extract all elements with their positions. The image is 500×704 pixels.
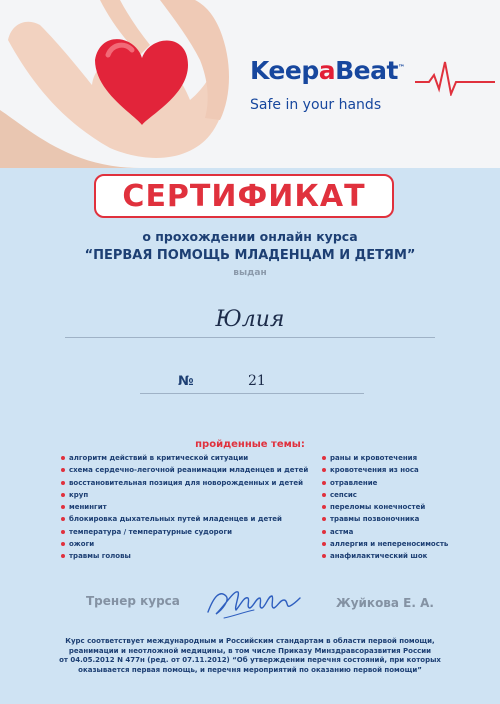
list-item: ожоги — [60, 538, 308, 550]
trainer-label: Тренер курса — [86, 594, 180, 608]
list-item: переломы конечностей — [321, 501, 448, 513]
brand-tagline: Safe in your hands — [250, 97, 382, 113]
brand-name-keep: Keep — [250, 56, 319, 85]
list-item: блокировка дыхательных путей младенцев и детей — [60, 513, 308, 525]
list-item: аллергия и непереносимость — [321, 538, 448, 550]
topics-list-right — [321, 452, 448, 563]
brand-name-a: a — [318, 56, 336, 85]
footer-line: реанимации и неотложной медицины, в том числе Приказу Минздравсоразвития России — [68, 646, 432, 655]
name-underline — [65, 337, 435, 338]
issued-label: выдан — [233, 268, 267, 278]
topics-list-left — [60, 452, 308, 563]
brand-name — [250, 56, 404, 85]
list-item: травмы головы — [60, 550, 308, 562]
trainer-name: Жуйкова Е. А. — [336, 596, 434, 610]
title-frame — [94, 174, 394, 218]
certificate-title: СЕРТИФИКАТ — [122, 178, 366, 214]
list-item: температура / температурные судороги — [60, 526, 308, 538]
list-item: астма — [321, 526, 448, 538]
number-underline — [140, 393, 364, 394]
topics-heading: пройденные темы: — [195, 439, 305, 450]
list-item: отравление — [321, 477, 448, 489]
compliance-footer — [55, 637, 445, 675]
footer-line: оказывается первая помощь, и перечня мероприятий по оказанию первой помощи” — [78, 665, 422, 674]
handwritten-signature — [204, 582, 304, 620]
footer-line: Курс соответствует международным и Российским стандартам в области первой помощи, — [65, 637, 435, 645]
course-name: “ПЕРВАЯ ПОМОЩЬ МЛАДЕНЦАМ И ДЕТЯМ” — [84, 248, 416, 263]
list-item: травмы позвоночника — [321, 513, 448, 525]
list-item: алгоритм действий в критической ситуации — [60, 452, 308, 464]
hands-heart-illustration — [0, 0, 250, 168]
list-item: круп — [60, 489, 308, 501]
number-label: № — [178, 374, 194, 389]
list-item: сепсис — [321, 489, 448, 501]
list-item: раны и кровотечения — [321, 452, 448, 464]
list-item: схема сердечно-легочной реанимации младенцев и детей — [60, 464, 308, 476]
list-item: анафилактический шок — [321, 550, 448, 562]
header-banner — [0, 0, 500, 168]
list-item: кровотечения из носа — [321, 464, 448, 476]
brand-name-beat: Beat — [335, 56, 398, 85]
trademark-symbol: ™ — [397, 63, 405, 72]
recipient-name: Юлия — [215, 307, 285, 332]
brand-logo — [250, 56, 490, 126]
certificate-number: 21 — [248, 373, 266, 389]
heartbeat-pulse-icon — [415, 58, 495, 96]
list-item: менингит — [60, 501, 308, 513]
list-item: восстановительная позиция для новорожденных и детей — [60, 477, 308, 489]
footer-line: от 04.05.2012 N 477н (ред. от 07.11.2012) “Об утверждении перечня состояний, при которых — [59, 656, 441, 664]
course-subtitle: о прохождении онлайн курса — [142, 229, 358, 244]
